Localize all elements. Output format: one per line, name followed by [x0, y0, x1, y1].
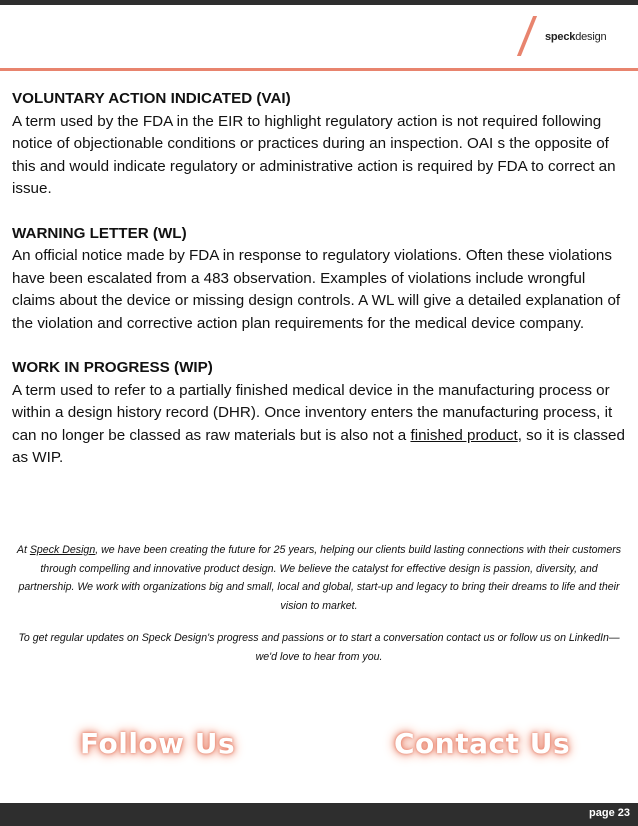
term-definition-text: A term used to refer to a partially finished medical device in the manufacturing process or within a design history record (DHR). Once inventory enters the manufacturing process, it can no longer be classed as raw materials but is also not a — [12, 381, 613, 444]
contact-us-button[interactable]: Contact Us — [394, 727, 571, 760]
finished-product-link[interactable]: finished product — [410, 426, 518, 444]
follow-us-button[interactable]: Follow Us — [80, 727, 236, 760]
logo-light-text: design — [575, 31, 607, 43]
term-wip — [12, 357, 628, 470]
logo-slash-icon — [517, 16, 537, 56]
term-definition-text: , so it is classed as WIP. — [12, 426, 625, 466]
contact-paragraph: To get regular updates on Speck Design's progress and passions or to start a conversation contact us or follow us on LinkedIn—we'd love to hear from you. — [18, 632, 620, 663]
glossary-content — [12, 88, 628, 492]
about-text: At — [16, 544, 30, 556]
speck-design-link[interactable]: Speck Design — [29, 544, 96, 556]
logo-bold-text: speck — [545, 31, 576, 43]
term-definition — [12, 380, 628, 470]
term-title: VOLUNTARY ACTION INDICATED (VAI) — [12, 90, 291, 107]
page-number: page 23 — [589, 807, 630, 819]
about-paragraph — [14, 541, 624, 615]
about-text: , we have been creating the future for 25 years, helping our clients build lasting connections with their customers through compelling and innovative product design. We believe the catalyst for effective design is passion, diversity, and partnership. We work with organizations big and small, local and global, start-up and legacy to bring their dreams to life and their vision to market. — [18, 544, 622, 612]
header-rule — [0, 68, 638, 71]
about-section — [14, 541, 624, 680]
speck-design-logo[interactable] — [545, 31, 606, 43]
term-definition: A term used by the FDA in the EIR to highlight regulatory action is not required following notice of objectionable conditions or practices during an inspection. OAI s the opposite of this and would indicate regulatory or administrative action is required by FDA to correct an issue. — [12, 112, 616, 197]
term-title: WORK IN PROGRESS (WIP) — [12, 359, 213, 376]
term-title: WARNING LETTER (WL) — [12, 224, 187, 242]
term-definition: An official notice made by FDA in response to regulatory violations. Often these violations have been escalated from a 483 observation. Examples of violations include wrongful claims about the device or missing design controls. A WL will give a detailed explanation of the violation and corrective action plan requirements for the medical device company. — [12, 247, 621, 332]
top-bar — [0, 0, 638, 5]
term-vai — [12, 88, 628, 201]
footer-bar — [0, 803, 638, 826]
term-wl — [12, 223, 628, 336]
